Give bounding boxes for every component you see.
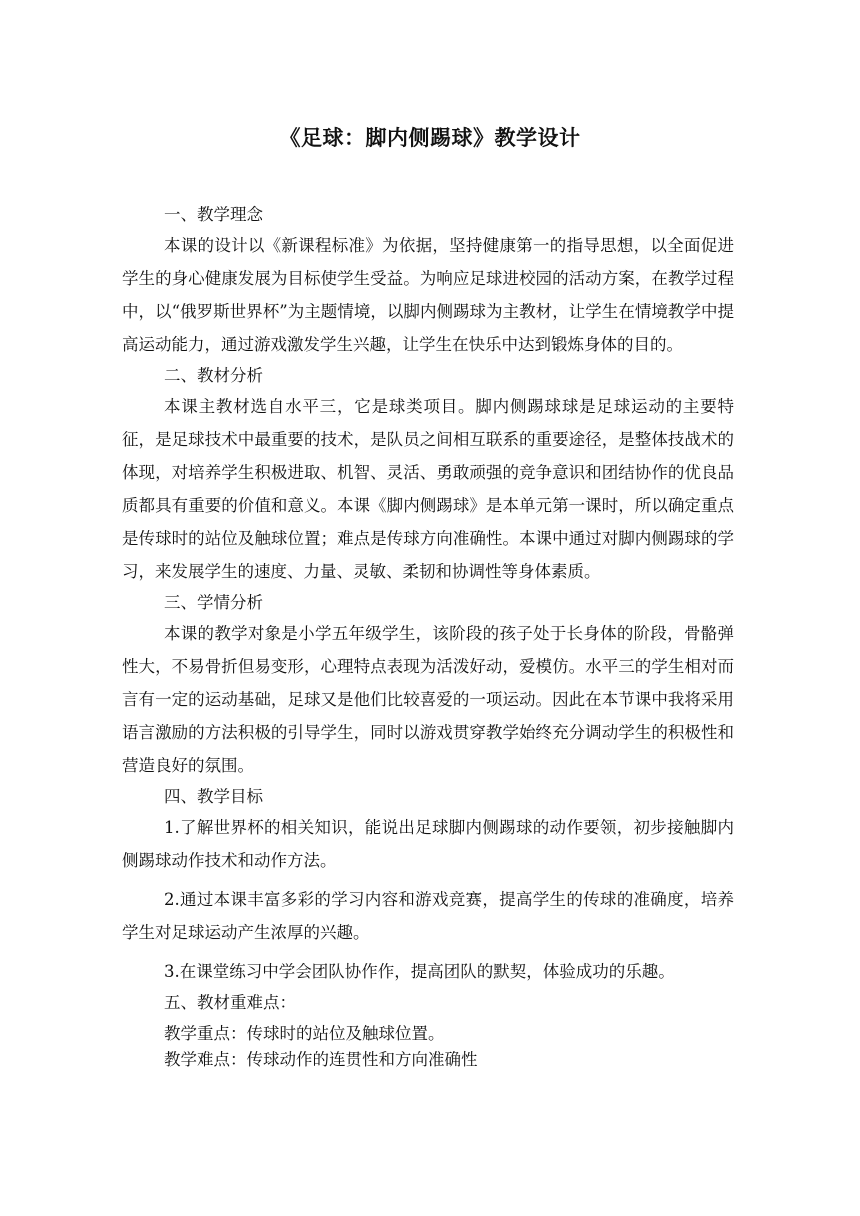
document-title: 《足球：脚内侧踢球》教学设计: [279, 125, 581, 150]
objective-item-2: 2.通过本课丰富多彩的学习内容和游戏竞赛，提高学生的传球的准确度，培养学生对足球运动产生浓厚的兴趣。: [122, 890, 734, 942]
section-paragraph-student-analysis: 本课的教学对象是小学五年级学生，该阶段的孩子处于长身体的阶段，骨骼弹性大，不易骨折但易变形，心理特点表现为活泼好动，爱模仿。水平三的学生相对而言有一定的运动基础，足球又是他们比较喜爱的一项运动。因此在本节课中我将采用语言激励的方法积极的引导学生，同时以游戏贯穿教学始终充分调动学生的积极性和营造良好的氛围。: [122, 624, 734, 775]
section-heading-material-analysis: 二、教材分析: [164, 366, 263, 385]
section-heading-philosophy: 一、教学理念: [164, 205, 263, 224]
section-paragraph-material-analysis: 本课主教材选自水平三，它是球类项目。脚内侧踢球球是足球运动的主要特征，是足球技术中最重要的技术，是队员之间相互联系的重要途径，是整体技战术的体现，对培养学生积极进取、机智、灵活、勇敢顽强的竞争意识和团结协作的优良品质都具有重要的价值和意义。本课《脚内侧踢球》是本单元第一课时，所以确定重点是传球时的站位及触球位置；难点是传球方向准确性。本课中通过对脚内侧踢球的学习，来发展学生的速度、力量、灵敏、柔韧和协调性等身体素质。: [122, 397, 734, 581]
objective-item-1: 1.了解世界杯的相关知识，能说出足球脚内侧踢球的动作要领，初步接触脚内侧踢球动作技术和动作方法。: [122, 818, 734, 870]
section-heading-objectives: 四、教学目标: [164, 787, 263, 806]
section-paragraph-philosophy: 本课的设计以《新课程标准》为依据，坚持健康第一的指导思想，以全面促进学生的身心健康发展为目标使学生受益。为响应足球进校园的活动方案，在教学过程中，以“俄罗斯世界杯”为主题情境，以脚内侧踢球为主教材，让学生在情境教学中提高运动能力，通过游戏激发学生兴趣，让学生在快乐中达到锻炼身体的目的。: [122, 236, 734, 354]
objective-item-3: 3.在课堂练习中学会团队协作作，提高团队的默契，体验成功的乐趣。: [164, 962, 675, 981]
document-body: [122, 200, 734, 1073]
section-heading-student-analysis: 三、学情分析: [164, 593, 263, 612]
difficult-point-line: 教学难点：传球动作的连贯性和方向准确性: [164, 1050, 478, 1069]
key-point-line: 教学重点：传球时的站位及触球位置。: [164, 1024, 445, 1043]
section-heading-key-points: 五、教材重难点：: [164, 993, 296, 1012]
